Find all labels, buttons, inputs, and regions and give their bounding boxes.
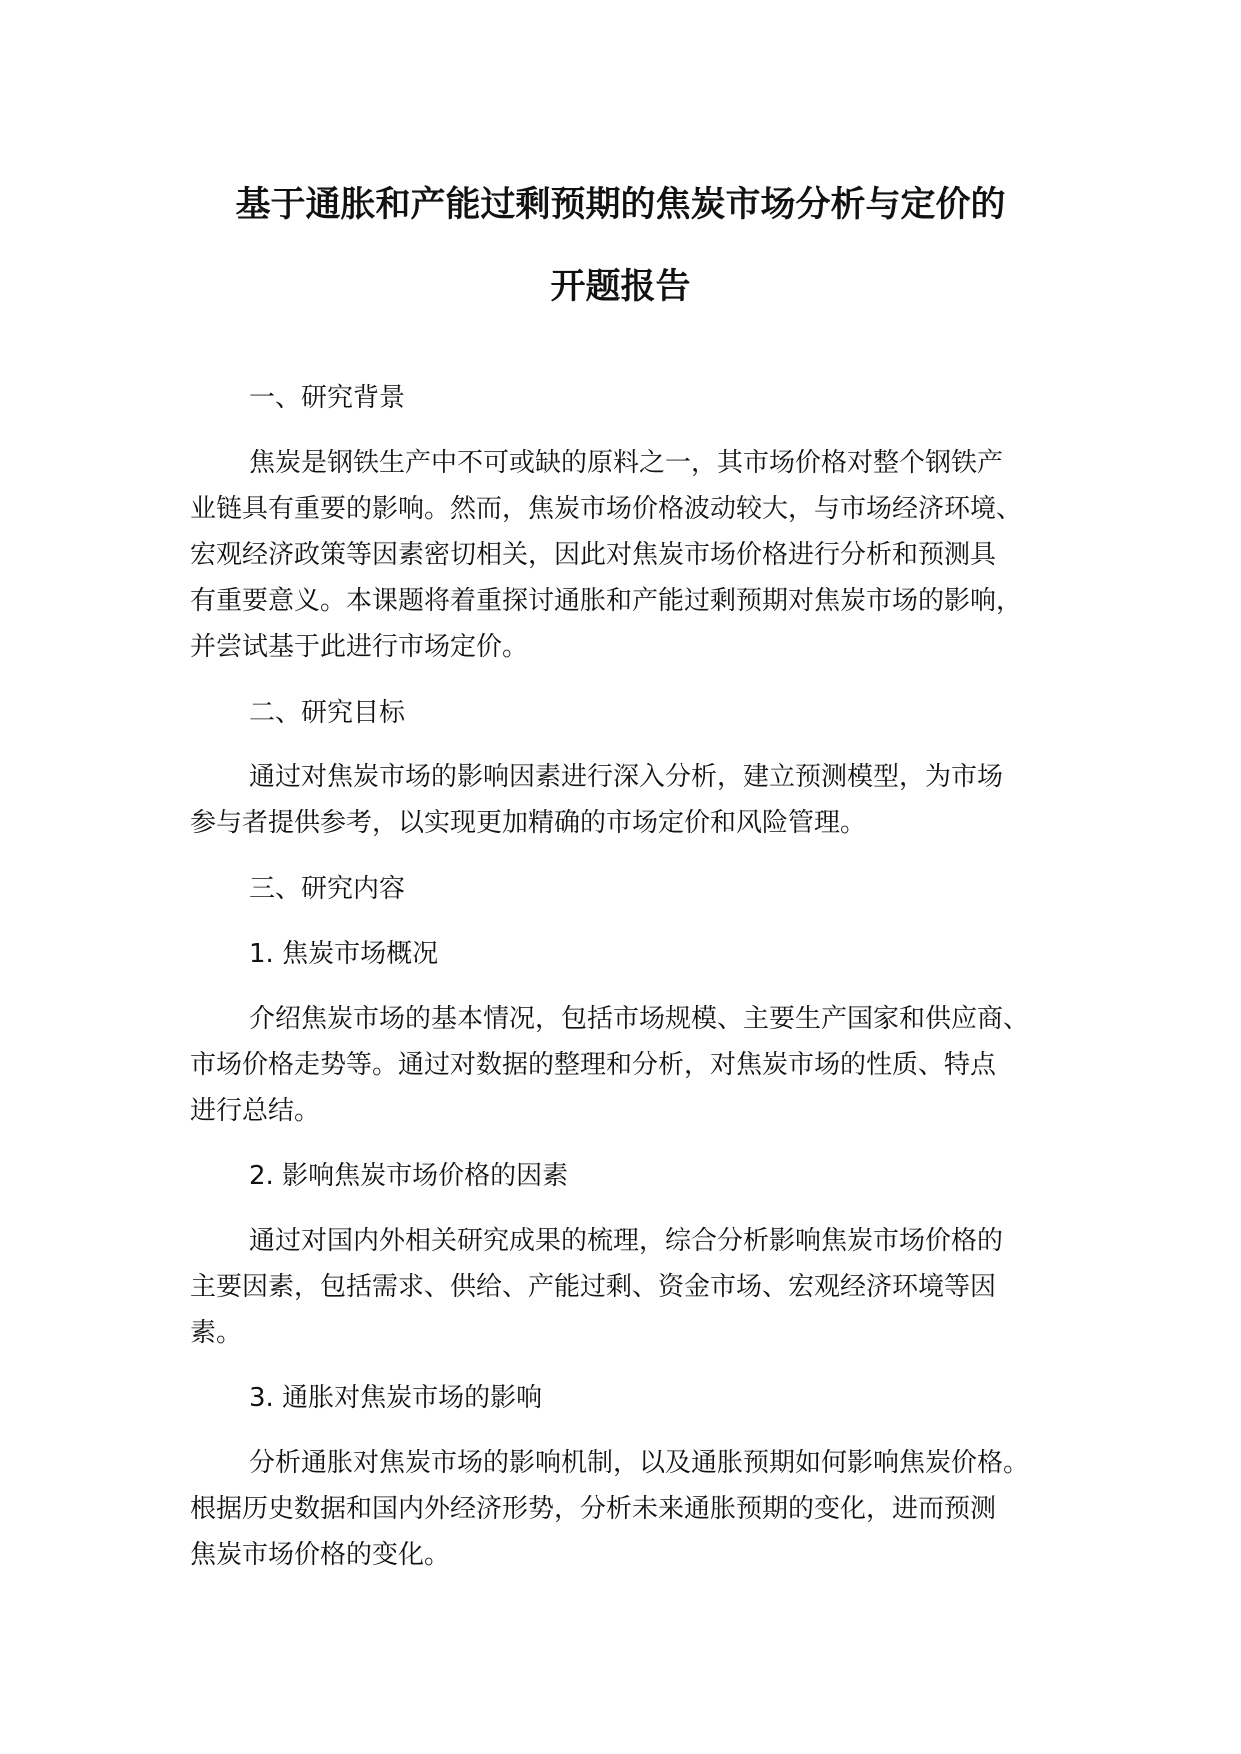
subsection-heading-factors: 2. 影响焦炭市场价格的因素 — [249, 1161, 569, 1191]
paragraph-line: 通过对国内外相关研究成果的梳理，综合分析影响焦炭市场价格的 — [249, 1226, 1004, 1256]
paragraph-line: 分析通胀对焦炭市场的影响机制，以及通胀预期如何影响焦炭价格。 — [249, 1448, 1030, 1478]
paragraph-line: 进行总结。 — [190, 1096, 321, 1126]
document-title-line-2: 开题报告 — [550, 267, 691, 307]
paragraph-line: 并尝试基于此进行市场定价。 — [190, 632, 529, 662]
section-heading-content: 三、研究内容 — [249, 874, 406, 904]
subsection-heading-inflation: 3. 通胀对焦炭市场的影响 — [249, 1383, 543, 1413]
section-heading-objective: 二、研究目标 — [249, 698, 406, 728]
section-heading-background: 一、研究背景 — [249, 383, 406, 413]
paragraph-line: 宏观经济政策等因素密切相关，因此对焦炭市场价格进行分析和预测具 — [190, 540, 997, 570]
paragraph-line: 市场价格走势等。通过对数据的整理和分析，对焦炭市场的性质、特点 — [190, 1050, 997, 1080]
paragraph-line: 素。 — [190, 1318, 243, 1348]
paragraph-line: 介绍焦炭市场的基本情况，包括市场规模、主要生产国家和供应商、 — [249, 1004, 1030, 1034]
paragraph-line: 焦炭市场价格的变化。 — [190, 1540, 451, 1570]
document-title-line-1: 基于通胀和产能过剩预期的焦炭市场分析与定价的 — [235, 185, 1006, 225]
paragraph-line: 根据历史数据和国内外经济形势，分析未来通胀预期的变化，进而预测 — [190, 1494, 997, 1524]
paragraph-line: 焦炭是钢铁生产中不可或缺的原料之一，其市场价格对整个钢铁产 — [249, 448, 1004, 478]
paragraph-line: 参与者提供参考，以实现更加精确的市场定价和风险管理。 — [190, 808, 867, 838]
subsection-heading-overview: 1. 焦炭市场概况 — [249, 939, 439, 969]
paragraph-line: 有重要意义。本课题将着重探讨通胀和产能过剩预期对焦炭市场的影响， — [190, 586, 1023, 616]
paragraph-line: 主要因素，包括需求、供给、产能过剩、资金市场、宏观经济环境等因 — [190, 1272, 997, 1302]
paragraph-line: 通过对焦炭市场的影响因素进行深入分析，建立预测模型，为市场 — [249, 762, 1004, 792]
paragraph-line: 业链具有重要的影响。然而，焦炭市场价格波动较大，与市场经济环境、 — [190, 494, 1023, 524]
